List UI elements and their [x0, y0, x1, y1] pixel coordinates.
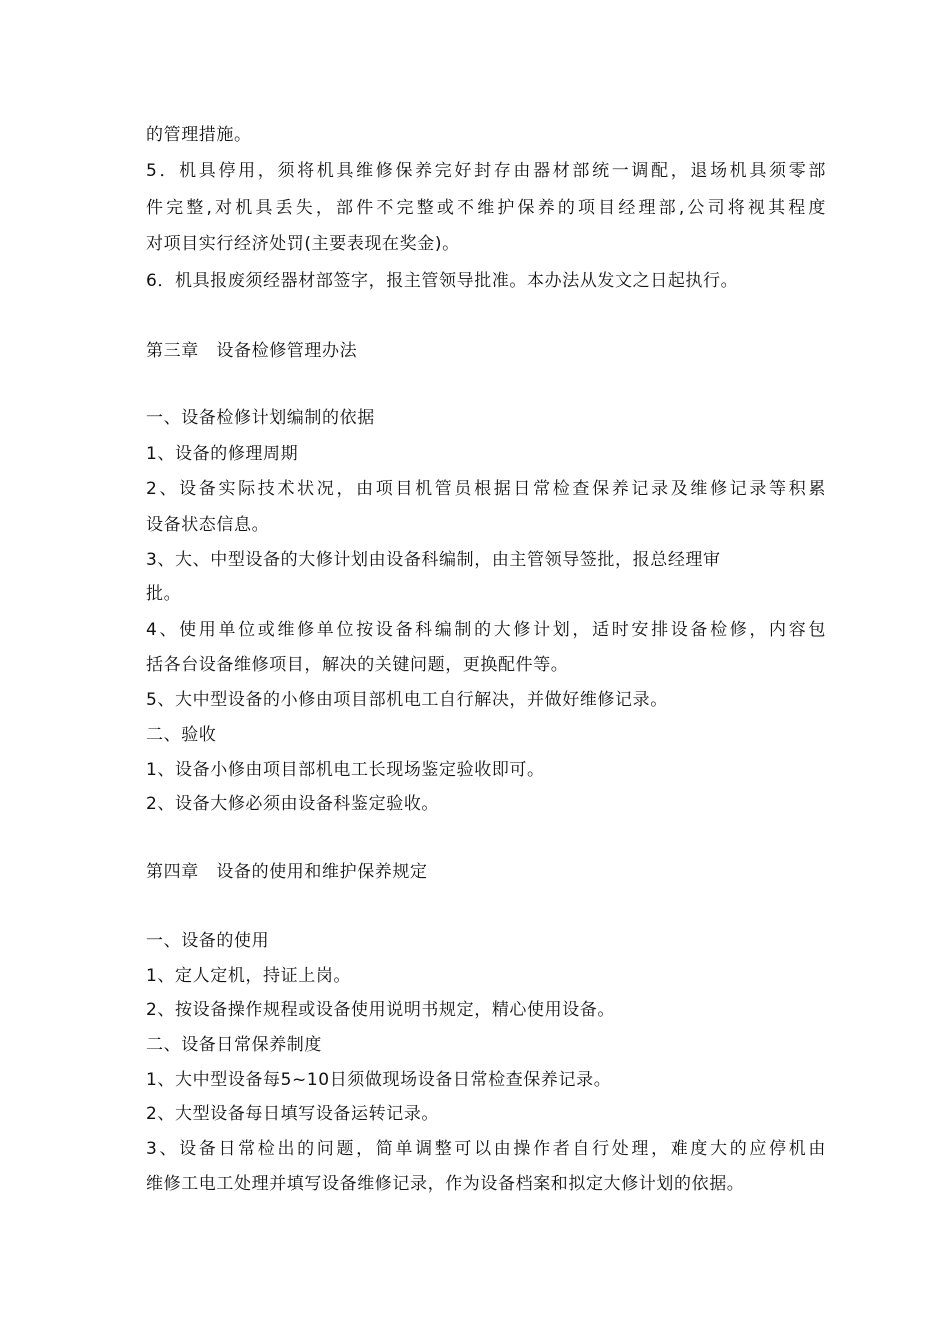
text-line: 1、大中型设备每5~10日须做现场设备日常检查保养记录。 — [146, 1070, 612, 1090]
text-line: 5．机具停用，须将机具维修保养完好封存由器材部统一调配，退场机具须零部 — [146, 161, 826, 181]
text-line: 的管理措施。 — [146, 125, 252, 145]
text-line: 2、设备实际技术状况，由项目机管员根据日常检查保养记录及维修记录等积累 — [146, 479, 826, 499]
text-line: 对项目实行经济处罚(主要表现在奖金)。 — [146, 234, 460, 254]
text-line: 批。 — [146, 584, 182, 604]
text-line: 4、使用单位或维修单位按设备科编制的大修计划，适时安排设备检修，内容包 — [146, 620, 826, 640]
section-heading: 二、验收 — [146, 725, 217, 745]
text-line: 5、大中型设备的小修由项目部机电工自行解决，并做好维修记录。 — [146, 690, 668, 710]
section-heading: 一、设备的使用 — [146, 931, 270, 951]
text-line: 3、设备日常检出的问题，简单调整可以由操作者自行处理，难度大的应停机由 — [146, 1139, 826, 1159]
text-line: 2、设备大修必须由设备科鉴定验收。 — [146, 794, 440, 814]
text-line: 1、定人定机，持证上岗。 — [146, 966, 352, 986]
section-heading: 二、设备日常保养制度 — [146, 1035, 322, 1055]
text-line: 1、设备小修由项目部机电工长现场鉴定验收即可。 — [146, 760, 545, 780]
text-line: 6．机具报废须经器材部签字，报主管领导批准。本办法从发文之日起执行。 — [146, 271, 739, 291]
text-line: 维修工电工处理并填写设备维修记录，作为设备档案和拟定大修计划的依据。 — [146, 1174, 745, 1194]
chapter-heading: 第三章 设备检修管理办法 — [146, 341, 358, 361]
text-line: 括各台设备维修项目，解决的关键问题，更换配件等。 — [146, 655, 569, 675]
text-line: 件完整,对机具丢失，部件不完整或不维护保养的项目经理部,公司将视其程度 — [146, 198, 826, 218]
text-line: 设备状态信息。 — [146, 515, 270, 535]
chapter-heading: 第四章 设备的使用和维护保养规定 — [146, 862, 428, 882]
text-line: 2、按设备操作规程或设备使用说明书规定，精心使用设备。 — [146, 1000, 616, 1020]
text-line: 3、大、中型设备的大修计划由设备科编制，由主管领导签批，报总经理审 — [146, 550, 721, 570]
text-line: 1、设备的修理周期 — [146, 444, 299, 464]
section-heading: 一、设备检修计划编制的依据 — [146, 408, 375, 428]
text-line: 2、大型设备每日填写设备运转记录。 — [146, 1104, 440, 1124]
